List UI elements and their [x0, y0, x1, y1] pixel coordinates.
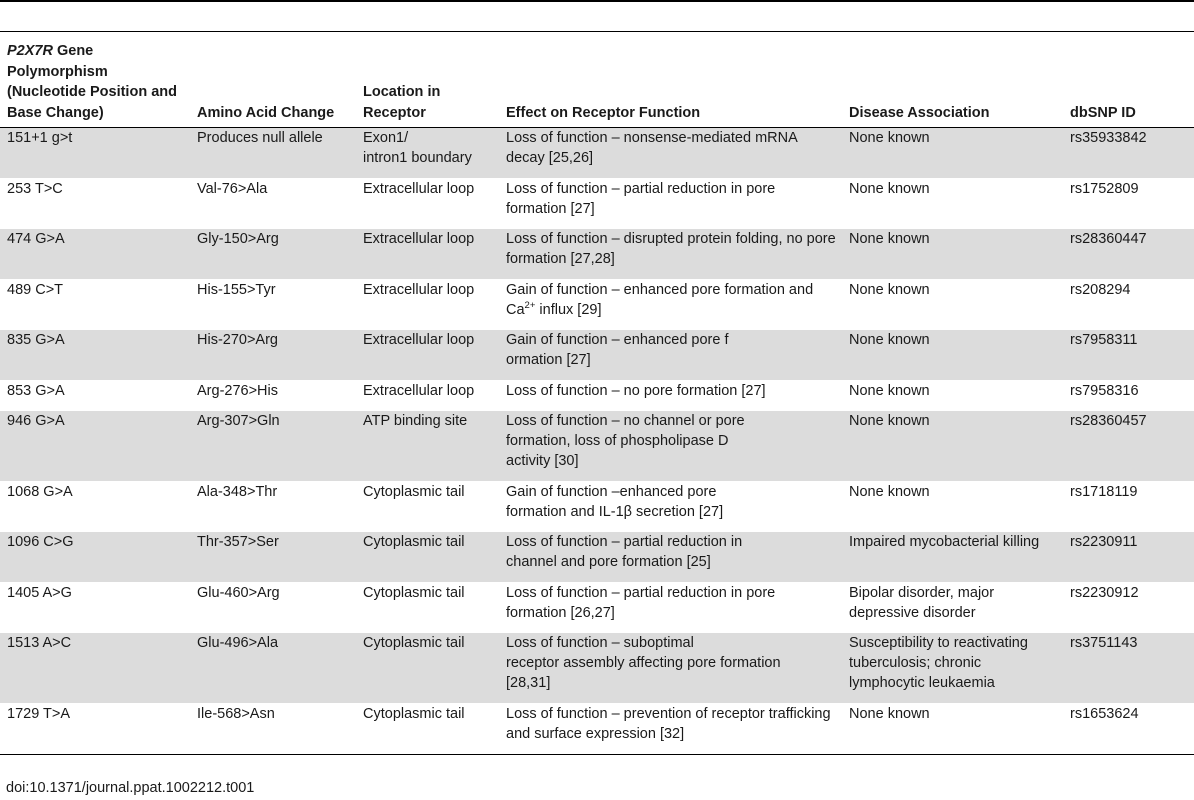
table-row	[0, 532, 1194, 583]
cell-effect: Loss of function – nonsense-mediated mRNA decay [25,26]	[499, 128, 842, 179]
cell-location: Extracellular loop	[356, 380, 499, 410]
cell-location-line: Exon1/	[363, 130, 409, 146]
caption-band	[0, 2, 1194, 32]
cell-location: Extracellular loop	[356, 178, 499, 229]
cell-effect-line: Loss of function – partial reduction in	[506, 534, 743, 551]
cell-amino-acid: Gly-150>Arg	[190, 229, 356, 280]
cell-disease: None known	[842, 481, 1063, 532]
cell-disease: Bipolar disorder, major depressive disorder	[842, 582, 1063, 633]
cell-polymorphism: 1513 A>C	[0, 633, 190, 704]
cell-polymorphism: 1405 A>G	[0, 582, 190, 633]
doi-footer: doi:10.1371/journal.ppat.1002212.t001	[6, 780, 255, 796]
header-polymorphism-label: Gene Polymorphism (Nucleotide Position and Base Change)	[7, 43, 177, 121]
cell-effect: Loss of function – partial reduction in pore formation [26,27]	[499, 582, 842, 633]
cell-effect-line: channel and pore formation [25]	[506, 554, 711, 571]
cell-dbsnp: rs7958311	[1063, 330, 1194, 381]
cell-amino-acid: Val-76>Ala	[190, 178, 356, 229]
cell-effect	[499, 330, 842, 381]
cell-effect-line: Gain of function – enhanced pore f	[506, 332, 729, 348]
cell-disease: None known	[842, 128, 1063, 179]
cell-polymorphism: 946 G>A	[0, 410, 190, 481]
header-effect: Effect on Receptor Function	[499, 40, 842, 128]
table-row	[0, 178, 1194, 229]
cell-effect-line: formation and IL-1β secretion [27]	[506, 503, 724, 520]
cell-amino-acid: Ala-348>Thr	[190, 481, 356, 532]
table-row	[0, 410, 1194, 481]
cell-effect: Loss of function – prevention of receptor trafficking and surface expression [32]	[499, 704, 842, 755]
cell-effect-line: formation, loss of phospholipase D	[506, 432, 729, 449]
cell-amino-acid: Glu-496>Ala	[190, 633, 356, 704]
cell-polymorphism: 253 T>C	[0, 178, 190, 229]
header-disease: Disease Association	[842, 40, 1063, 128]
calcium-charge-superscript: 2+	[524, 299, 536, 311]
cell-effect-text: Gain of function – enhanced pore formation and Ca	[506, 281, 814, 318]
cell-dbsnp: rs3751143	[1063, 633, 1194, 704]
cell-amino-acid: His-270>Arg	[190, 330, 356, 381]
table-row	[0, 633, 1194, 704]
cell-dbsnp: rs2230911	[1063, 532, 1194, 583]
cell-effect	[499, 410, 842, 481]
cell-disease: None known	[842, 279, 1063, 330]
cell-polymorphism: 1068 G>A	[0, 481, 190, 532]
cell-dbsnp: rs28360457	[1063, 410, 1194, 481]
header-top-rule	[0, 31, 1194, 32]
table-row	[0, 330, 1194, 381]
cell-location: Cytoplasmic tail	[356, 532, 499, 583]
table-row	[0, 481, 1194, 532]
cell-effect	[499, 633, 842, 704]
cell-location: Cytoplasmic tail	[356, 704, 499, 755]
cell-effect	[499, 279, 842, 330]
cell-disease: None known	[842, 330, 1063, 381]
table-row	[0, 704, 1194, 755]
cell-effect: Loss of function – partial reduction in pore formation [27]	[499, 178, 842, 229]
cell-dbsnp: rs208294	[1063, 279, 1194, 330]
cell-location: Extracellular loop	[356, 229, 499, 280]
cell-polymorphism: 489 C>T	[0, 279, 190, 330]
cell-amino-acid: His-155>Tyr	[190, 279, 356, 330]
cell-disease: None known	[842, 410, 1063, 481]
cell-effect-line: Loss of function – no channel or pore	[506, 412, 745, 429]
cell-effect-line: [28,31]	[506, 675, 551, 692]
cell-effect-line: ormation [27]	[506, 352, 591, 368]
cell-polymorphism: 474 G>A	[0, 229, 190, 280]
cell-location	[356, 128, 499, 179]
table-row	[0, 128, 1194, 179]
cell-location: Cytoplasmic tail	[356, 582, 499, 633]
cell-effect	[499, 532, 842, 583]
cell-effect-line: receptor assembly affecting pore formation	[506, 655, 781, 672]
cell-polymorphism: 1729 T>A	[0, 704, 190, 755]
cell-dbsnp: rs1653624	[1063, 704, 1194, 755]
cell-effect-text: influx [29]	[535, 301, 602, 318]
cell-amino-acid: Glu-460>Arg	[190, 582, 356, 633]
cell-disease: None known	[842, 229, 1063, 280]
table-header-row	[0, 40, 1194, 128]
cell-effect: Loss of function – no pore formation [27]	[499, 380, 842, 410]
header-polymorphism	[0, 40, 190, 128]
cell-location: Cytoplasmic tail	[356, 481, 499, 532]
cell-amino-acid: Thr-357>Ser	[190, 532, 356, 583]
cell-dbsnp: rs28360447	[1063, 229, 1194, 280]
cell-effect-line: Gain of function –enhanced pore	[506, 483, 717, 500]
cell-amino-acid: Ile-568>Asn	[190, 704, 356, 755]
cell-dbsnp: rs7958316	[1063, 380, 1194, 410]
cell-polymorphism: 151+1 g>t	[0, 128, 190, 179]
cell-disease: None known	[842, 178, 1063, 229]
header-location: Location in Receptor	[356, 40, 499, 128]
cell-effect: Loss of function – disrupted protein folding, no pore formation [27,28]	[499, 229, 842, 280]
cell-effect-line: activity [30]	[506, 452, 579, 469]
cell-location: Cytoplasmic tail	[356, 633, 499, 704]
table-row	[0, 582, 1194, 633]
cell-location: Extracellular loop	[356, 279, 499, 330]
header-amino-acid-change: Amino Acid Change	[190, 40, 356, 128]
cell-effect-line: Loss of function – suboptimal	[506, 635, 694, 652]
cell-location-line: intron1 boundary	[363, 150, 472, 166]
cell-amino-acid: Produces null allele	[190, 128, 356, 179]
cell-polymorphism: 853 G>A	[0, 380, 190, 410]
cell-amino-acid: Arg-307>Gln	[190, 410, 356, 481]
cell-dbsnp: rs35933842	[1063, 128, 1194, 179]
cell-disease: None known	[842, 380, 1063, 410]
gene-name: P2X7R	[7, 43, 53, 59]
cell-dbsnp: rs1718119	[1063, 481, 1194, 532]
cell-amino-acid: Arg-276>His	[190, 380, 356, 410]
header-dbsnp: dbSNP ID	[1063, 40, 1194, 128]
table-row	[0, 279, 1194, 330]
cell-polymorphism: 1096 C>G	[0, 532, 190, 583]
table-row	[0, 229, 1194, 280]
cell-disease: Impaired mycobacterial killing	[842, 532, 1063, 583]
cell-dbsnp: rs1752809	[1063, 178, 1194, 229]
cell-polymorphism: 835 G>A	[0, 330, 190, 381]
cell-dbsnp: rs2230912	[1063, 582, 1194, 633]
cell-effect	[499, 481, 842, 532]
cell-disease: None known	[842, 704, 1063, 755]
table-row	[0, 380, 1194, 410]
polymorphism-table	[0, 40, 1194, 755]
cell-disease: Susceptibility to reactivating tuberculosis; chronic lymphocytic leukaemia	[842, 633, 1063, 704]
cell-location: Extracellular loop	[356, 330, 499, 381]
cell-location: ATP binding site	[356, 410, 499, 481]
